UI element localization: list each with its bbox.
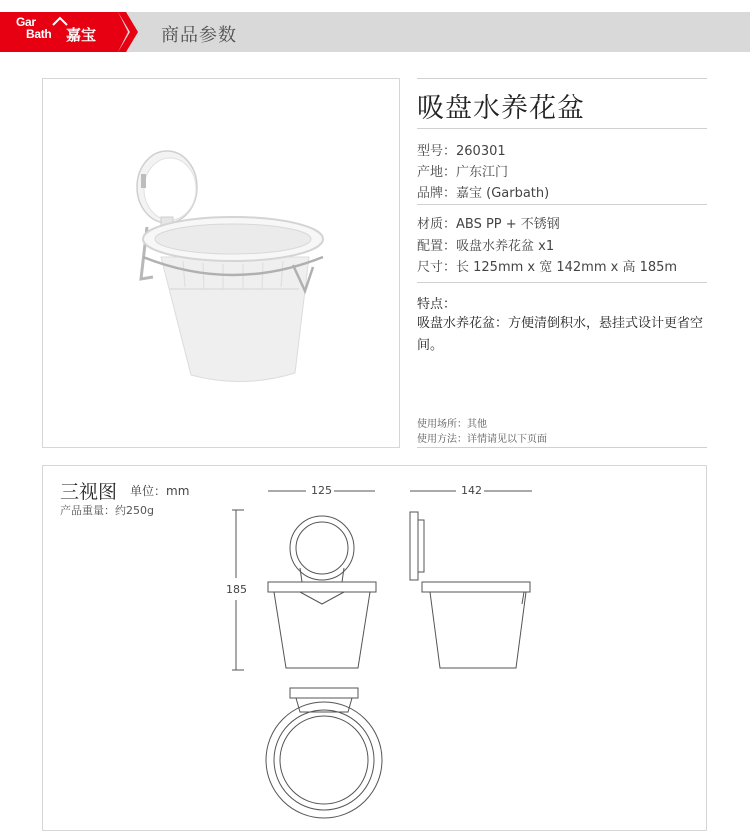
section-title: 商品参数 (161, 25, 237, 46)
logo-text-gar: Gar (16, 15, 36, 29)
usage-method: 使用方法：详情请见以下页面 (417, 434, 547, 445)
logo-text-cn: 嘉宝 (66, 26, 97, 44)
features-heading: 特点： (417, 297, 457, 312)
spec-model: 型号：260301 (417, 144, 506, 159)
product-weight: 产品重量：约250g (60, 504, 154, 517)
features-text: 吸盘水养花盆：方便清倒积水，悬挂式设计更省空间。 (417, 316, 704, 353)
dim-depth-label: 142 (461, 484, 482, 497)
spec-config: 配置：吸盘水养花盆 x1 (417, 239, 555, 254)
dim-height-label: 185 (226, 583, 247, 596)
product-name: 吸盘水养花盆 (417, 93, 585, 124)
usage-place: 使用场所：其他 (417, 419, 487, 430)
three-view-unit: 单位：mm (130, 484, 190, 498)
spec-brand: 品牌：嘉宝 (Garbath) (417, 186, 550, 201)
logo-text-bath: Bath (26, 27, 52, 41)
three-view-title: 三视图 (60, 481, 118, 503)
spec-origin: 产地：广东江门 (417, 165, 509, 180)
dim-width-label: 125 (311, 484, 332, 497)
spec-material: 材质：ABS PP + 不锈钢 (417, 217, 560, 232)
spec-size: 尺寸：长 125mm x 宽 142mm x 高 185m (417, 260, 678, 275)
